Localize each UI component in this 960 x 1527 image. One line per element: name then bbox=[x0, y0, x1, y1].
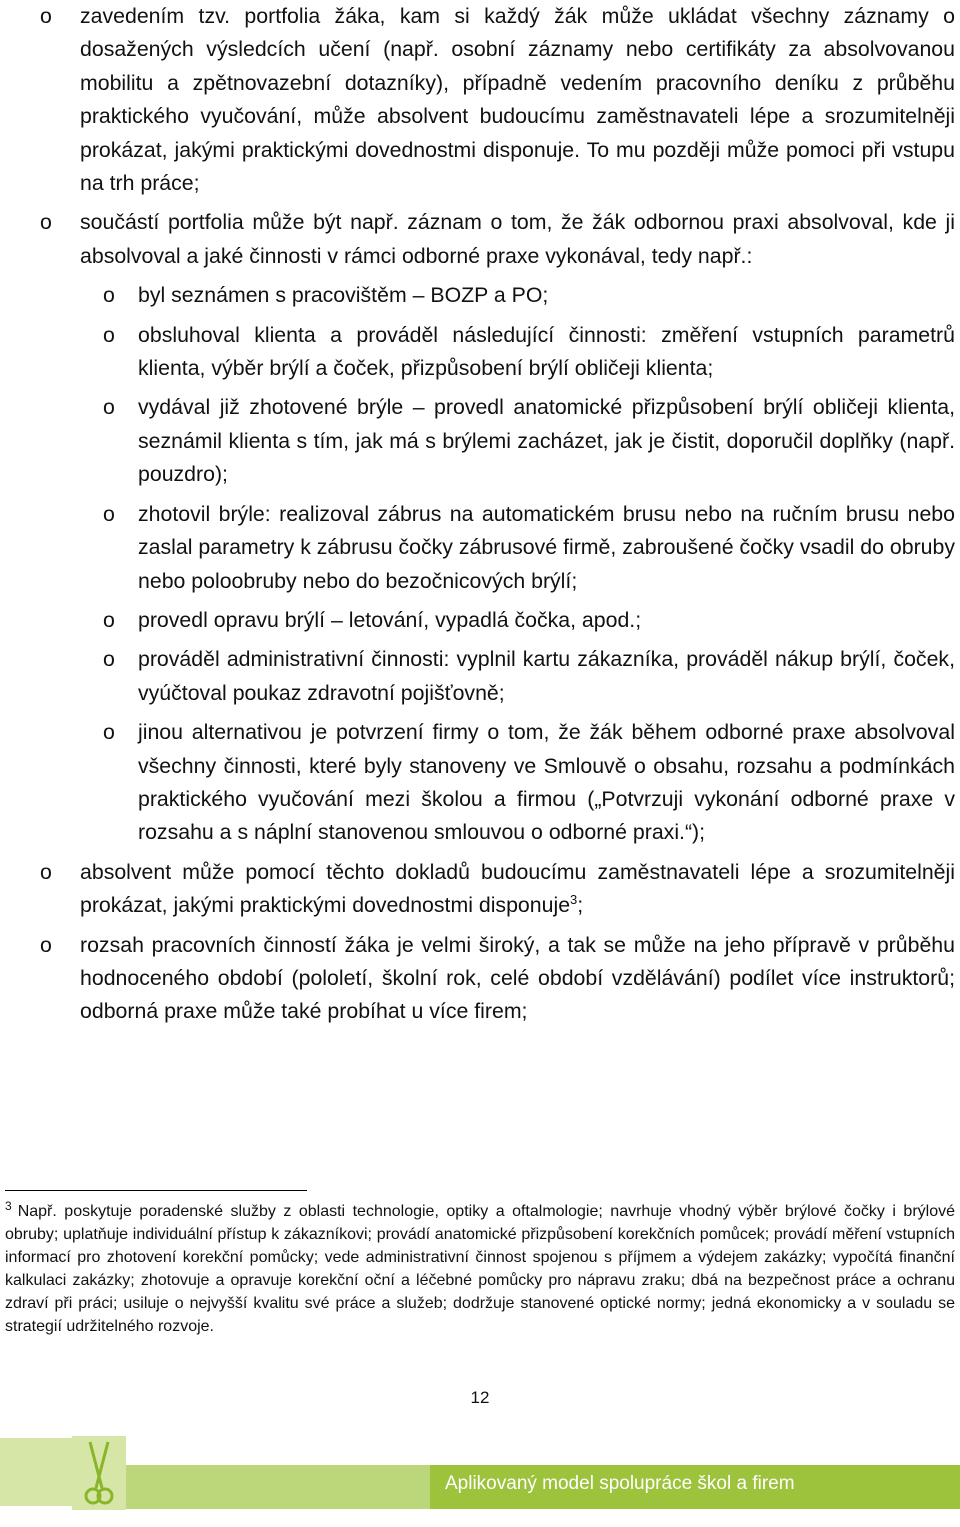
banner-title: Aplikovaný model spolupráce škol a firem bbox=[445, 1473, 795, 1494]
sub-item-dispense: o vydával již zhotovené brýle – provedl anatomické přizpůsobení brýlí obličeji klienta, seznámil klienta s tím, jak má s brýlemi zacházet, jak je čistit, doporučil doplňky (např. pouzdro); bbox=[0, 391, 960, 491]
list-item-scope: o rozsah pracovních činností žáka je velmi široký, a tak se může na jeho přípravě v průběhu hodnoceného období (pololetí, školní rok, celé období vzdělávání) podílet více instruktorů; odborná praxe může také probíhat u více firem; bbox=[0, 929, 960, 1029]
list-item-graduate bbox=[0, 856, 960, 923]
sub-item-client: o obsluhoval klienta a prováděl následující činnosti: změření vstupních parametrů klienta, výběr brýlí a čoček, přizpůsobení brýlí obličeji klienta; bbox=[0, 319, 960, 386]
sub-item-repair: o provedl opravu brýlí – letování, vypadlá čočka, apod.; bbox=[0, 604, 960, 637]
sub-item-admin: o prováděl administrativní činnosti: vyplnil kartu zákazníka, prováděl nákup brýlí, čoček, vyúčtoval poukaz zdravotní pojišťovně; bbox=[0, 643, 960, 710]
banner-band-mid bbox=[126, 1465, 430, 1509]
list-item-portfolio-contents: o součástí portfolia může být např. záznam o tom, že žák odbornou praxi absolvoval, kde ji absolvoval a jaké činnosti v rámci odborné praxe vykonával, tedy např.: bbox=[0, 206, 960, 273]
list-item-portfolio: o zavedením tzv. portfolia žáka, kam si každý žák může ukládat všechny záznamy o dosažených výsledcích učení (např. osobní záznamy nebo certifikáty za absolvovanou mobilitu a zpětnovazební dotazníky), případně vedením pracovního deníku z průběhu praktického vyučování, může absolvent budoucímu zaměstnavateli lépe a srozumitelněji prokázat, jakými praktickými dovednostmi disponuje. To mu později může pomoci při vstupu na trh práce; bbox=[0, 0, 960, 200]
footnote-ref[interactable]: 3 bbox=[570, 892, 578, 908]
page-number: 12 bbox=[470, 1388, 490, 1407]
banner-band-light bbox=[0, 1438, 72, 1506]
footnote-mark: 3 bbox=[5, 1198, 12, 1213]
footnote bbox=[5, 1200, 955, 1338]
footnote-separator bbox=[5, 1190, 307, 1191]
sub-item-bozp: o byl seznámen s pracovištěm – BOZP a PO; bbox=[0, 279, 960, 312]
sub-item-confirmation: o jinou alternativou je potvrzení firmy o tom, že žák během odborné praxe absolvoval všechny činnosti, které byly stanoveny ve Smlouvě o obsahu, rozsahu a podmínkách praktického vyučování mezi školou a firmou („Potvrzuji vykonání odborné praxe v rozsahu a s náplní stanovenou smlouvou o odborné praxi.“); bbox=[0, 716, 960, 850]
sub-item-make-glasses: o zhotovil brýle: realizoval zábrus na automatickém brusu nebo na ručním brusu nebo zaslal parametry k zábrusu čočky zábrusové firmě, zabroušené čočky vsadil do obruby nebo poloobruby nebo do bezočnicových brýlí; bbox=[0, 498, 960, 598]
graduate-text: absolvent může pomocí těchto dokladů budoucímu zaměstnavateli lépe a srozumitelněji prokázat, jakými praktickými dovednostmi disponuje bbox=[80, 859, 955, 918]
footnote-text: Např. poskytuje poradenské služby z oblasti technologie, optiky a oftalmologie; navrhuje vhodný výběr brýlové čočky i brýlové obruby; uplatňuje individuální přístup k zákazníkovi; provádí anatomické přizpůsobení korekčních pomůcek; provádí měření vstupních informací pro zhotovení korekční pomůcky; vede administrativní činnost spojenou s příjmem a výdejem zakázky; vypočítá finanční kalkulaci zakázky; zhotovuje a opravuje korekční oční a léčebné pomůcky pro nápravu zraku; dbá na bezpečnost práce a ochranu zdraví při práci; usiluje o nejvyšší kvalitu své práce a služeb; dodržuje stanovené optické normy; jedná ekonomicky a v souladu se strategií udržitelného rozvoje. bbox=[5, 1203, 955, 1335]
scissors-logo-icon bbox=[72, 1436, 126, 1510]
graduate-text-end: ; bbox=[577, 893, 584, 918]
